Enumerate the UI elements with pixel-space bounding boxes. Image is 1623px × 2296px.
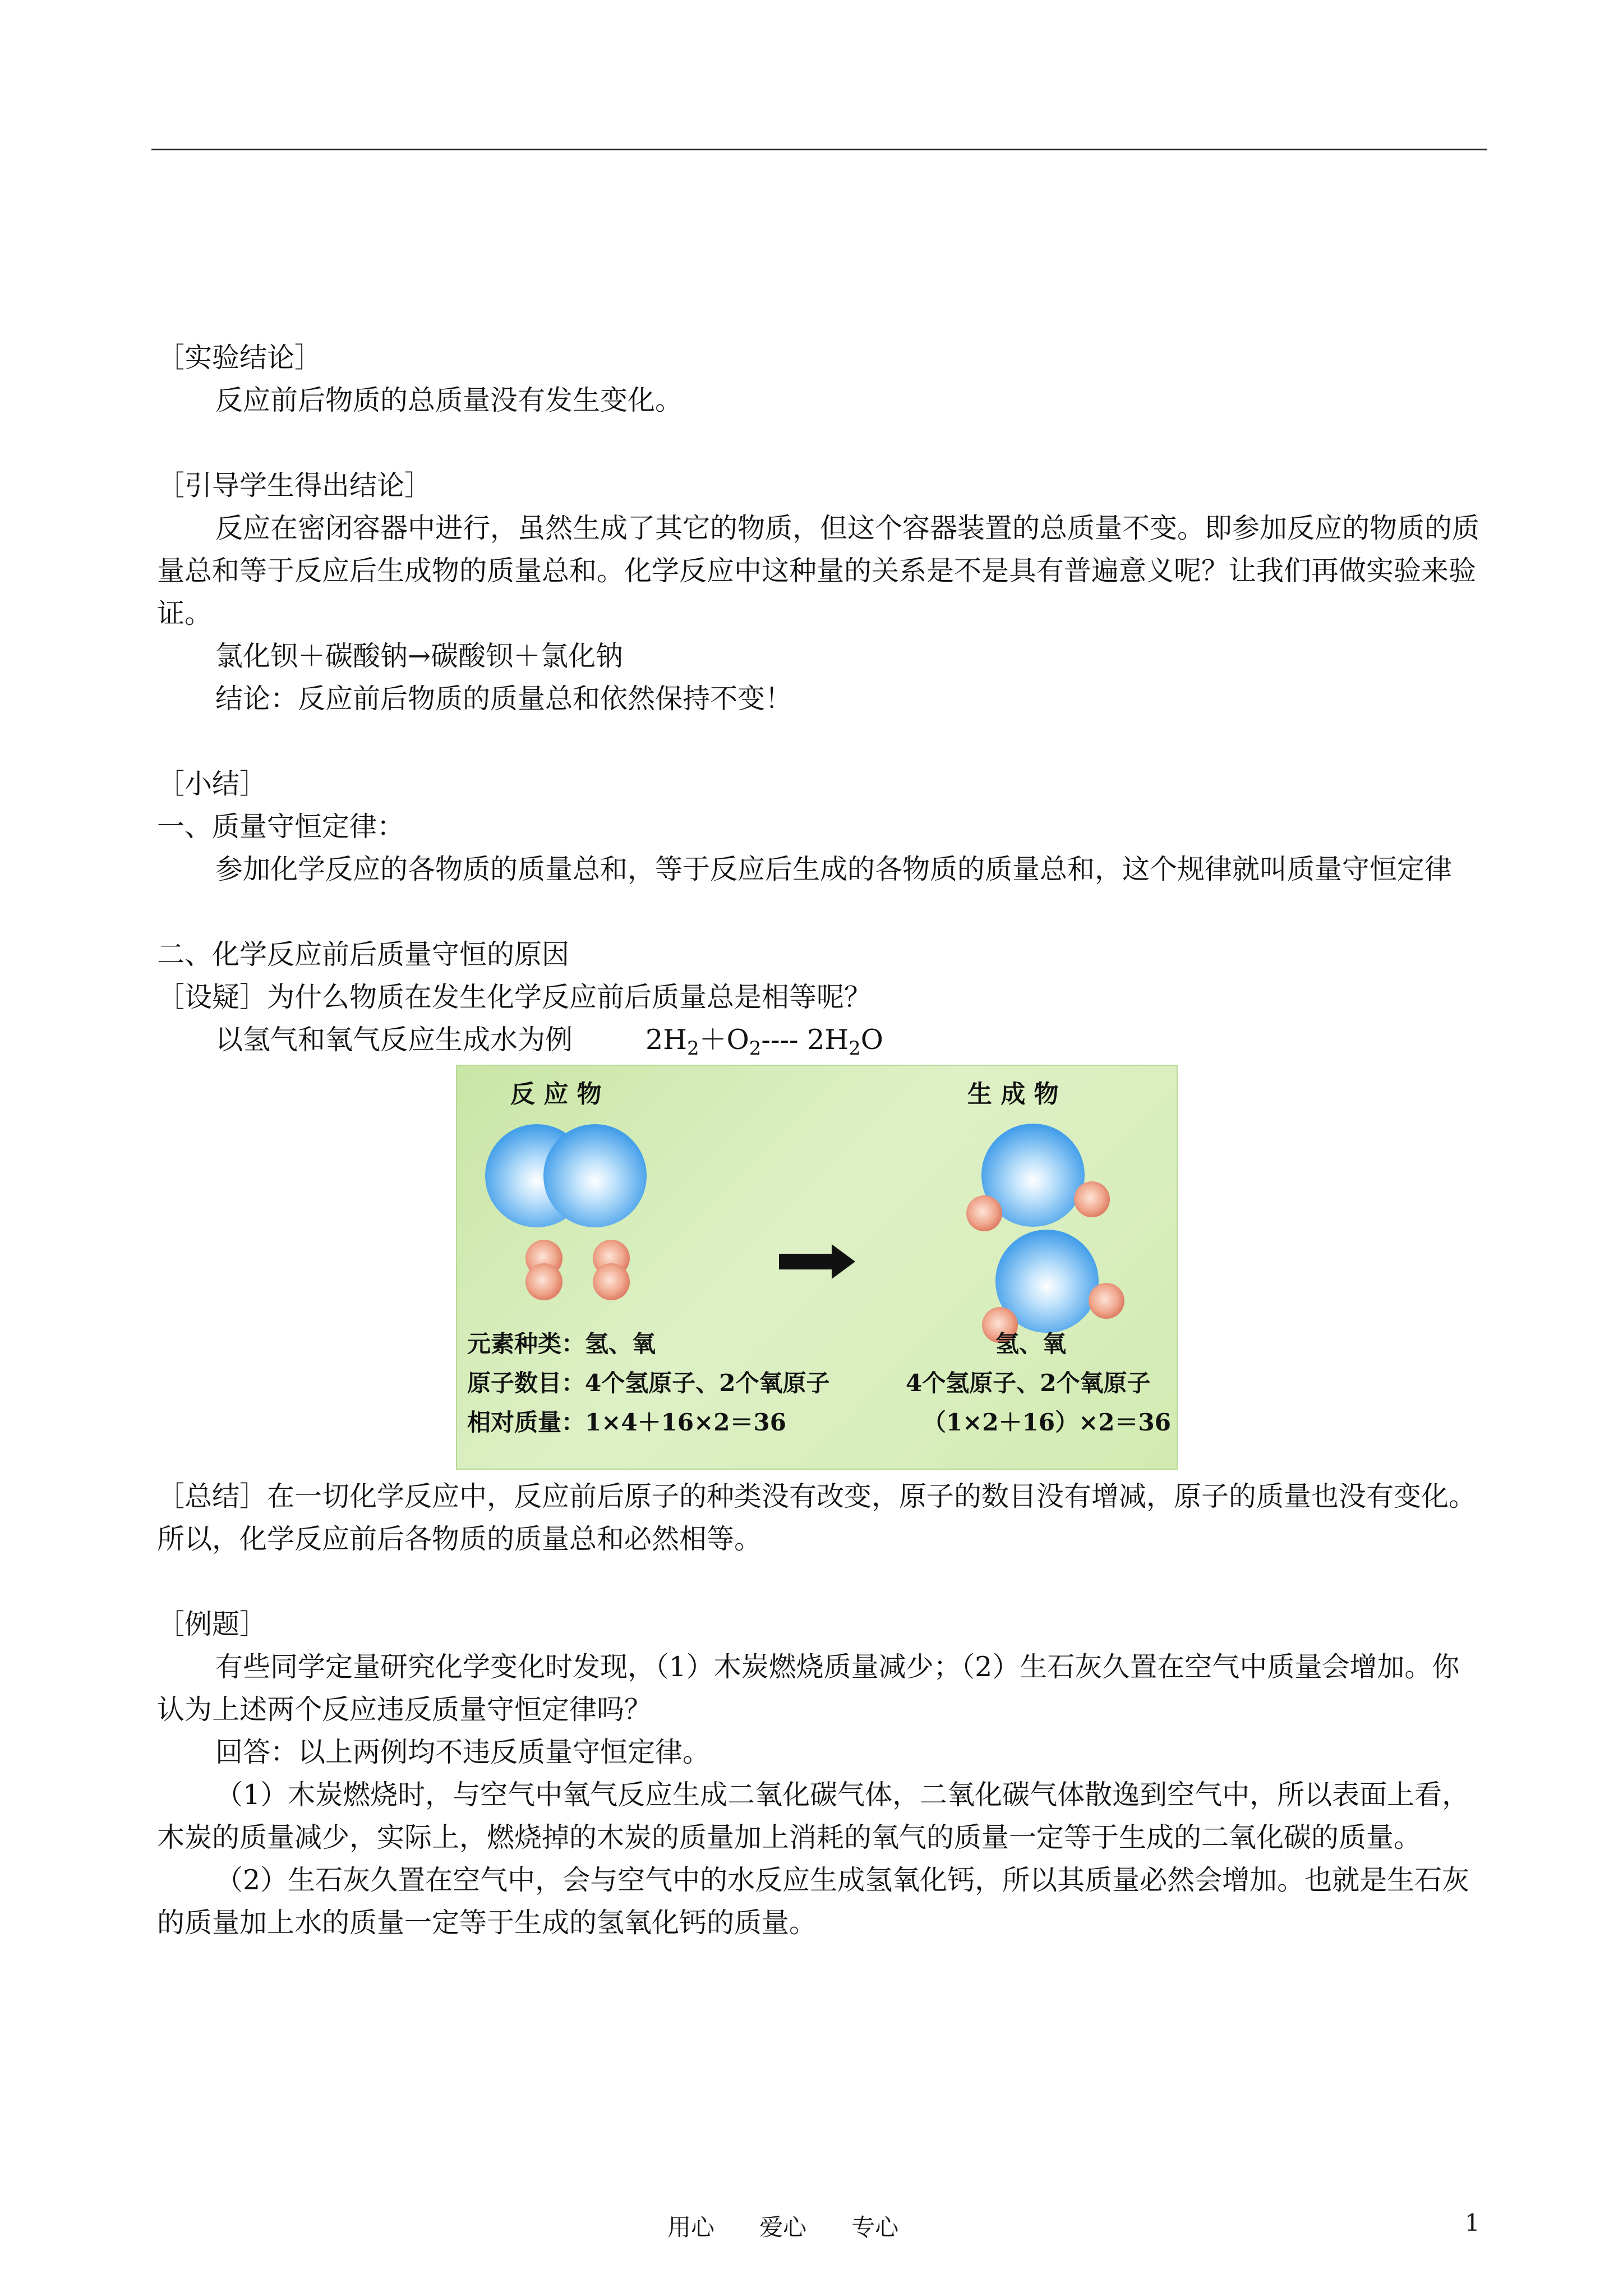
conclusion-heading: ［实验结论］: [157, 342, 322, 374]
reason-heading: 二、化学反应前后质量守恒的原因: [157, 938, 570, 970]
hydrogen-atom: [966, 1195, 1002, 1231]
total-line: [157, 1475, 1482, 1561]
reaction-arrow: [779, 1244, 855, 1279]
spacer: [157, 720, 1482, 763]
example-answer: 回答：以上两例均不违反质量守恒定律。: [215, 1736, 711, 1768]
spacer: [157, 1561, 1482, 1603]
example-intro: 以氢气和氧气反应生成水为例: [215, 1024, 573, 1056]
left-elements: 元素种类：氢、氧: [467, 1330, 656, 1358]
hydrogen-atom: [1089, 1283, 1124, 1319]
example-heading: ［例题］: [157, 1608, 268, 1640]
equation-part: O: [860, 1024, 883, 1056]
footer-motto: 用心 爱心 专心: [667, 2214, 899, 2241]
hydrogen-atom: [593, 1263, 630, 1300]
left-mass: 相对质量：1×4＋16×2＝36: [467, 1409, 786, 1436]
result-text: 结论：反应前后物质的质量总和依然保持不变！: [215, 683, 793, 715]
products-title: 生 成 物: [967, 1080, 1059, 1108]
equation-subscript: 2: [686, 1037, 699, 1060]
reaction-figure: [456, 1065, 1178, 1470]
spacer: [157, 422, 1482, 464]
total-text: 在一切化学反应中，反应前后原子的种类没有改变，原子的数目没有增减，原子的质量也没有变化。所以，化学反应前后各物质的质量总和必然相等。: [157, 1480, 1477, 1555]
right-atoms: 4个氢原子、2个氧原子: [906, 1369, 1151, 1397]
reaction-text: 氯化钡＋碳酸钠→碳酸钡＋氯化钠: [215, 640, 624, 672]
law-text: 参加化学反应的各物质的质量总和，等于反应后生成的各物质的质量总和，这个规律就叫质量守恒定律: [215, 853, 1453, 885]
left-atoms: 原子数目：4个氢原子、2个氧原子: [467, 1369, 830, 1397]
equation-subscript: 2: [749, 1037, 762, 1060]
right-mass: （1×2＋16）×2＝36: [923, 1409, 1171, 1436]
figure-container: [157, 1065, 1482, 1473]
right-elements: 氢、氧: [995, 1330, 1067, 1358]
equation-part: ＋O: [699, 1024, 749, 1056]
oxygen-atom: [543, 1124, 647, 1227]
example-question: 有些同学定量研究化学变化时发现，（1）木炭燃烧质量减少；（2）生石灰久置在空气中质量会增加。你认为上述两个反应违反质量守恒定律吗？: [157, 1651, 1460, 1726]
document-body: [157, 337, 1482, 1944]
reactants-title: 反 应 物: [510, 1080, 602, 1108]
example-answer-2: （2）生石灰久置在空气中，会与空气中的水反应生成氢氧化钙，所以其质量必然会增加。也就是生石灰的质量加上水的质量一定等于生成的氢氧化钙的质量。: [157, 1864, 1470, 1939]
question-line: [157, 976, 1482, 1019]
hydrogen-atom: [525, 1263, 562, 1300]
total-tag: ［总结］: [157, 1480, 268, 1512]
reaction-diagram: [457, 1066, 1177, 1469]
question-text: 为什么物质在发生化学反应前后质量总是相等呢？: [267, 981, 872, 1013]
header-rule: [151, 149, 1487, 150]
equation-subscript: 2: [849, 1037, 861, 1060]
law-heading: 一、质量守恒定律：: [157, 811, 405, 843]
guide-heading: ［引导学生得出结论］: [157, 470, 432, 501]
hydrogen-atom: [1074, 1181, 1110, 1217]
spacer: [157, 891, 1482, 933]
equation-part: 2H: [645, 1024, 687, 1056]
page-number: 1: [1465, 2209, 1480, 2237]
guide-text: 反应在密闭容器中进行，虽然生成了其它的物质，但这个容器装置的总质量不变。即参加反应的物质的质量总和等于反应后生成物的质量总和。化学反应中这种量的关系是不是具有普遍意义呢？让我们再做实验来验证。: [157, 512, 1480, 629]
example-answer-1: （1）木炭燃烧时，与空气中氧气反应生成二氧化碳气体，二氧化碳气体散逸到空气中，所以表面上看，木炭的质量减少，实际上，燃烧掉的木炭的质量加上消耗的氧气的质量一定等于生成的二氧化碳的质量。: [157, 1779, 1470, 1853]
conclusion-text: 反应前后物质的总质量没有发生变化。: [215, 384, 683, 416]
equation-part: ---- 2H: [761, 1024, 849, 1056]
question-tag: ［设疑］: [157, 981, 268, 1013]
example-line: [157, 1019, 1482, 1061]
chemical-equation: [645, 1024, 883, 1060]
summary-heading: ［小结］: [157, 768, 268, 800]
